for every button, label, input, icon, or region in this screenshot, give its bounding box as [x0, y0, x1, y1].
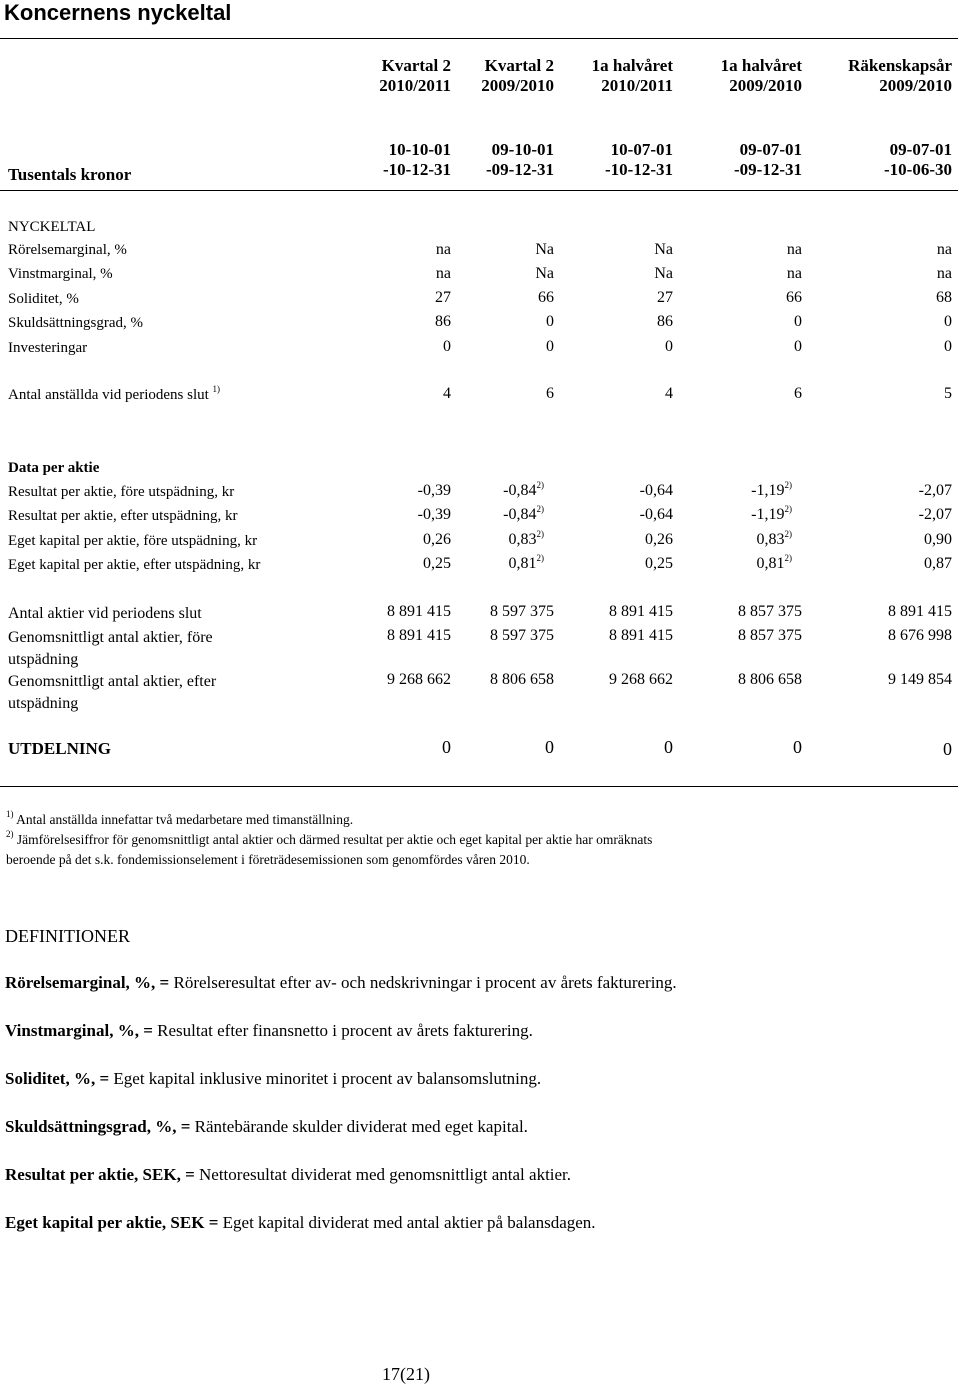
cell: Na: [535, 265, 554, 282]
cell: 0: [443, 338, 451, 355]
cell: 8 806 658: [490, 671, 554, 688]
definition-item: Vinstmarginal, %, = Resultat efter finansnetto i procent av årets fakturering.: [5, 1021, 533, 1040]
cell: -0,39: [417, 482, 451, 499]
definition-item: Eget kapital per aktie, SEK = Eget kapital dividerat med antal aktier på balansdagen.: [5, 1213, 596, 1232]
row-label: Resultat per aktie, före utspädning, kr: [8, 484, 235, 500]
footnote-ref: 1): [212, 384, 221, 394]
unit-label: Tusentals kronor: [8, 165, 132, 184]
cell: 0: [944, 313, 952, 330]
definition-item: Rörelsemarginal, %, = Rörelseresultat efter av- och nedskrivningar i procent av årets fakturering.: [5, 973, 677, 992]
definition-item: Resultat per aktie, SEK, = Nettoresultat dividerat med genomsnittligt antal aktier.: [5, 1165, 572, 1184]
definitions-heading: DEFINITIONER: [5, 926, 130, 946]
definition-item: Soliditet, %, = Eget kapital inklusive minoritet i procent av balansomslutning.: [5, 1069, 542, 1088]
date-header-5: 09-07-01 -10-06-30: [884, 140, 952, 179]
cell: -0,84$^{2)}$: [503, 480, 544, 499]
cell: 6: [546, 385, 554, 402]
page-number: 17(21): [382, 1364, 430, 1384]
cell: 0: [794, 338, 802, 355]
cell: 8 676 998: [888, 627, 952, 644]
cell: 4: [443, 385, 451, 402]
cell: 9 268 662: [609, 671, 673, 688]
period-header-2: Kvartal 2 2009/2010: [481, 56, 554, 95]
cell: 9 149 854: [888, 671, 952, 688]
row-label: Eget kapital per aktie, före utspädning, kr: [8, 533, 258, 549]
title-rule: [0, 38, 958, 39]
cell: Na: [654, 241, 673, 258]
cell: 27: [435, 289, 451, 306]
period-header-3: 1a halvåret 2010/2011: [591, 56, 673, 95]
cell: 0: [442, 737, 451, 757]
cell: -1,19$^{2)}$: [751, 480, 792, 499]
cell: 0,87: [924, 555, 952, 572]
cell: 0,90: [924, 531, 952, 548]
period-header-5: Räkenskapsår 2009/2010: [848, 56, 952, 95]
cell: 68: [936, 289, 952, 306]
cell: -2,07: [918, 482, 952, 499]
page-title: Koncernens nyckeltal: [4, 0, 232, 25]
cell: 9 268 662: [387, 671, 451, 688]
date-header-2: 09-10-01 -09-12-31: [486, 140, 554, 179]
cell: 0,25: [423, 555, 451, 572]
cell: 66: [538, 289, 554, 306]
cell: 8 891 415: [387, 603, 451, 620]
cell: 0: [546, 313, 554, 330]
cell: 0,81$^{2)}$: [756, 553, 792, 572]
date-header-1: 10-10-01 -10-12-31: [383, 140, 451, 179]
period-header-1: Kvartal 2 2010/2011: [379, 56, 451, 95]
row-label: Investeringar: [8, 340, 88, 356]
header-rule: [0, 190, 958, 191]
cell: Na: [535, 241, 554, 258]
cell: 6: [794, 385, 802, 402]
row-label: Skuldsättningsgrad, %: [8, 315, 143, 331]
footnote-1: $^{1)}$ Antal anställda innefattar två medarbetare med timanställning.: [6, 809, 354, 827]
definition-item: Skuldsättningsgrad, %, = Räntebärande skulder dividerat med eget kapital.: [5, 1117, 528, 1136]
cell: 8 891 415: [609, 603, 673, 620]
row-label: Soliditet, %: [8, 291, 79, 307]
cell: 8 857 375: [738, 627, 802, 644]
cell: -1,19$^{2)}$: [751, 504, 792, 523]
date-header-4: 09-07-01 -09-12-31: [734, 140, 802, 179]
cell: na: [435, 265, 451, 282]
row-label: Antal aktier vid periodens slut: [8, 605, 202, 622]
cell: 0: [665, 338, 673, 355]
cell: 0,26: [645, 531, 673, 548]
row-label: Genomsnittligt antal aktier, före utspädning: [8, 629, 213, 668]
row-label: Resultat per aktie, efter utspädning, kr: [8, 508, 238, 524]
cell: -0,84$^{2)}$: [503, 504, 544, 523]
footnote-2-cont: beroende på det s.k. fondemissionselement i företrädesemissionen som genomfördes våren 2010.: [6, 852, 530, 867]
row-label: Genomsnittligt antal aktier, efter utspädning: [8, 673, 217, 712]
cell: na: [435, 241, 451, 258]
cell: 0: [794, 313, 802, 330]
utdelning-label: UTDELNING: [8, 739, 111, 758]
data-per-aktie-heading: Data per aktie: [8, 460, 100, 476]
cell: na: [786, 241, 802, 258]
cell: 0,81$^{2)}$: [508, 553, 544, 572]
cell: 86: [657, 313, 673, 330]
cell: 8 891 415: [888, 603, 952, 620]
cell: 0,26: [423, 531, 451, 548]
cell: 0,83$^{2)}$: [508, 529, 544, 548]
cell: 0: [664, 737, 673, 757]
cell: 4: [665, 385, 673, 402]
cell: 0: [943, 739, 952, 759]
cell: 0: [793, 737, 802, 757]
cell: 8 891 415: [387, 627, 451, 644]
cell: 86: [435, 313, 451, 330]
cell: 0,25: [645, 555, 673, 572]
cell: Na: [654, 265, 673, 282]
row-label: Antal anställda vid periodens slut $^{1)}$: [8, 384, 221, 403]
cell: 27: [657, 289, 673, 306]
cell: 8 597 375: [490, 603, 554, 620]
footnote-2: $^{2)}$ Jämförelsesiffror för genomsnittligt antal aktier och därmed resultat per aktie och eget kapital per aktie har omräknats: [6, 829, 653, 847]
cell: 0: [546, 338, 554, 355]
cell: na: [936, 241, 952, 258]
date-header-3: 10-07-01 -10-12-31: [605, 140, 673, 179]
cell: na: [786, 265, 802, 282]
cell: 0: [545, 737, 554, 757]
row-label: Eget kapital per aktie, efter utspädning, kr: [8, 557, 261, 573]
cell: -0,64: [639, 482, 673, 499]
row-label: Vinstmarginal, %: [8, 266, 113, 282]
cell: 8 597 375: [490, 627, 554, 644]
cell: -0,39: [417, 506, 451, 523]
cell: 5: [944, 385, 952, 402]
cell: 8 891 415: [609, 627, 673, 644]
cell: 0,83$^{2)}$: [756, 529, 792, 548]
cell: 66: [786, 289, 802, 306]
cell: 8 857 375: [738, 603, 802, 620]
period-header-4: 1a halvåret 2009/2010: [720, 56, 802, 95]
cell: -0,64: [639, 506, 673, 523]
cell: na: [936, 265, 952, 282]
cell: -2,07: [918, 506, 952, 523]
table-bottom-rule: [0, 786, 958, 787]
row-label: Rörelsemarginal, %: [8, 242, 127, 258]
cell: 8 806 658: [738, 671, 802, 688]
nyckeltal-heading: NYCKELTAL: [8, 219, 96, 235]
cell: 0: [944, 338, 952, 355]
